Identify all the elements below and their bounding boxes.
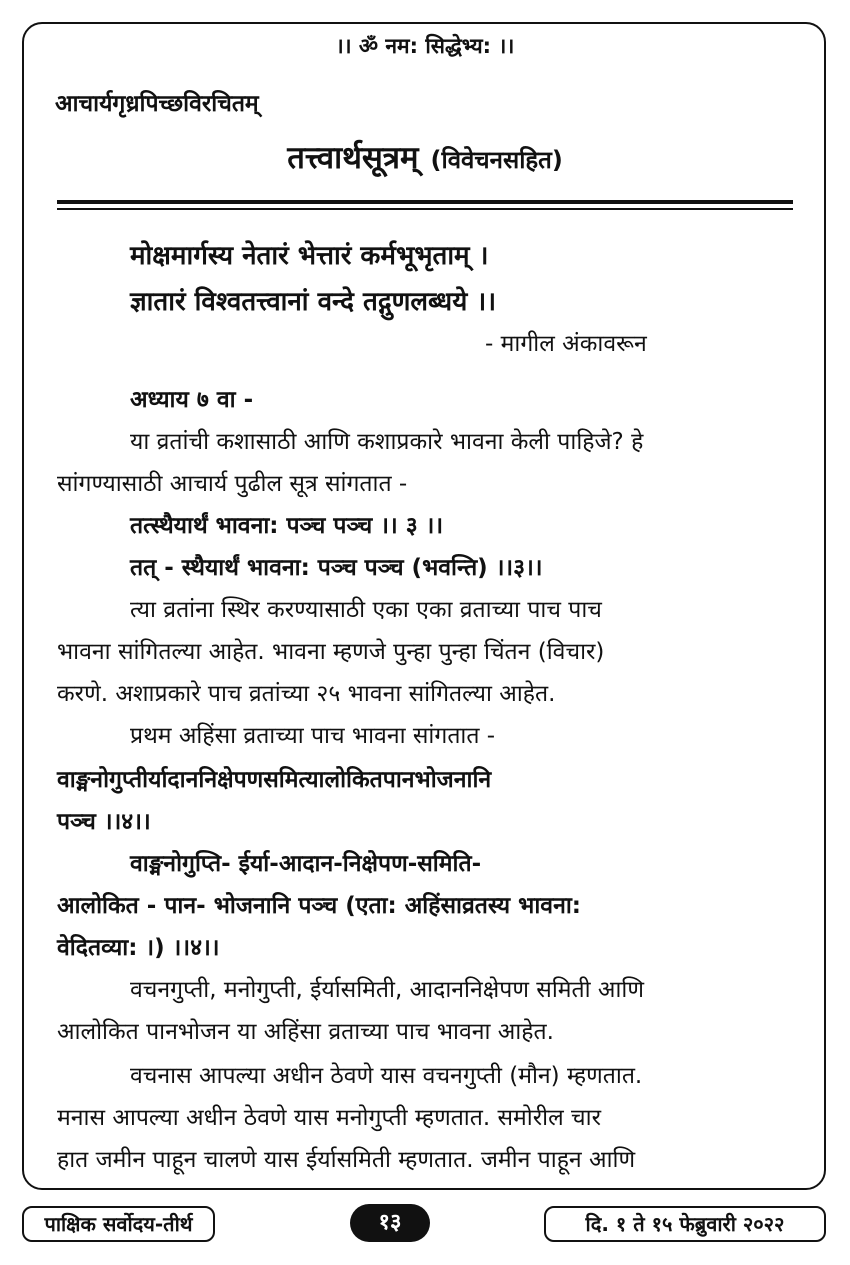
sutra-line: पञ्च ।।४।। <box>57 809 151 835</box>
publication-name: पाक्षिक सर्वोदय-तीर्थ <box>22 1206 215 1242</box>
divider-thin <box>57 208 793 210</box>
sutra-line: तत्स्थैयार्थं भावना: पञ्च पञ्च ।। ३ ।। <box>130 513 444 539</box>
verse-line: ज्ञातारं विश्वतत्त्वानां वन्दे तद्गुणलब्धये ।। <box>130 287 497 317</box>
paragraph-line: करणे. अशाप्रकारे पाच व्रतांच्या २५ भावना सांगितल्या आहेत. <box>57 681 556 707</box>
title-row <box>0 136 850 178</box>
source-note: - मागील अंकावरून <box>485 331 647 357</box>
paragraph-line: वचनास आपल्या अधीन ठेवणे यास वचनगुप्ती (मौन) म्हणतात. <box>130 1063 643 1089</box>
sutra-line: वेदितव्या: ।) ।।४।। <box>57 935 220 961</box>
sutra-line: तत् - स्थैयार्थं भावना: पञ्च पञ्च (भवन्ति) ।।३।। <box>130 555 543 581</box>
paragraph-line: या व्रतांची कशासाठी आणि कशाप्रकारे भावना केली पाहिजे? हे <box>130 429 644 455</box>
paragraph-line: त्या व्रतांना स्थिर करण्यासाठी एका एका व्रताच्या पाच पाच <box>130 597 602 623</box>
paragraph-line: वचनगुप्ती, मनोगुप्ती, ईर्यासमिती, आदाननिक्षेपण समिती आणि <box>130 977 645 1003</box>
paragraph-line: भावना सांगितल्या आहेत. भावना म्हणजे पुन्हा पुन्हा चिंतन (विचार) <box>57 639 605 665</box>
divider-thick <box>57 200 793 204</box>
sutra-line: वाङ्मनोगुप्ति- ईर्या-आदान-निक्षेपण-समिति- <box>130 851 482 877</box>
paragraph-line: प्रथम अहिंसा व्रताच्या पाच भावना सांगतात - <box>130 723 496 749</box>
author-line: आचार्यगृध्रपिच्छविरचितम् <box>55 91 259 117</box>
page-number: १३ <box>350 1204 430 1242</box>
page-subtitle: (विवेचनसहित) <box>430 146 563 174</box>
verse-line: मोक्षमार्गस्य नेतारं भेत्तारं कर्मभूभृताम् । <box>130 241 489 271</box>
paragraph-line: सांगण्यासाठी आचार्य पुढील सूत्र सांगतात - <box>57 471 408 497</box>
issue-date: दि. १ ते १५ फेब्रुवारी २०२२ <box>544 1206 826 1242</box>
invocation: ।। ॐ नम: सिद्धेभ्य: ।। <box>335 34 515 58</box>
chapter-heading: अध्याय ७ वा - <box>130 387 254 413</box>
paragraph-line: आलोकित पानभोजन या अहिंसा व्रताच्या पाच भावना आहेत. <box>57 1019 554 1045</box>
paragraph-line: हात जमीन पाहून चालणे यास ईर्यासमिती म्हणतात. जमीन पाहून आणि <box>57 1147 636 1173</box>
page-title: तत्त्वार्थसूत्रम् <box>287 140 419 176</box>
paragraph-line: मनास आपल्या अधीन ठेवणे यास मनोगुप्ती म्हणतात. समोरील चार <box>57 1105 601 1131</box>
sutra-line: आलोकित - पान- भोजनानि पञ्च (एता: अहिंसाव्रतस्य भावना: <box>57 893 581 919</box>
sutra-line: वाङ्मनोगुप्तीर्यादाननिक्षेपणसमित्यालोकितपानभोजनानि <box>57 767 492 793</box>
